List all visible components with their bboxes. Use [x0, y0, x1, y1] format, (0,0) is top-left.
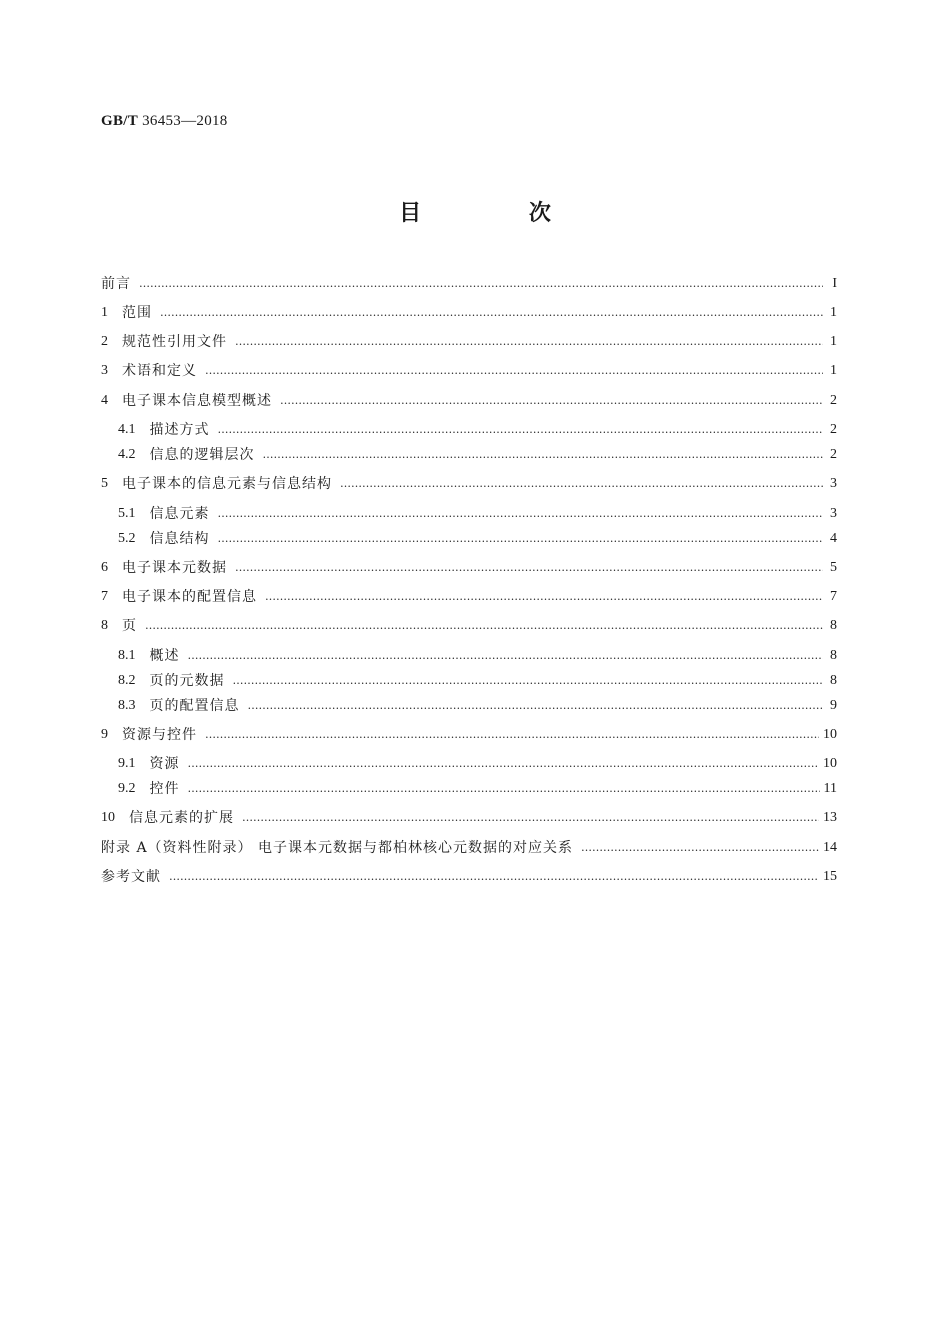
toc-entry-title: 信息的逻辑层次: [149, 447, 255, 463]
toc-entry-title: 描述方式: [149, 422, 210, 438]
standard-code: [101, 113, 228, 130]
toc-entry-5-1[interactable]: [118, 504, 837, 524]
toc-entry-number: 8: [101, 618, 108, 633]
toc-entry-title: 信息元素: [149, 506, 210, 522]
toc-leader: [218, 529, 824, 549]
toc-entry-page: 7: [830, 589, 837, 604]
toc-entry-page: 2: [830, 447, 837, 462]
toc-entry-number: 9: [101, 727, 108, 742]
toc-entry-number: 6: [101, 560, 108, 575]
toc-leader: [233, 671, 824, 691]
toc-leader: [235, 558, 823, 578]
toc-entry-page: 1: [830, 363, 837, 378]
toc-leader: [188, 754, 820, 774]
toc-entry-1[interactable]: [101, 303, 837, 323]
toc-entry-title: 范围: [122, 305, 152, 321]
toc-entry-number: 10: [101, 810, 115, 825]
toc-entry-appendix-a[interactable]: [101, 838, 837, 858]
toc-entry-page: 14: [823, 840, 837, 855]
toc-entry-7[interactable]: [101, 587, 837, 607]
toc-entry-number: 8.3: [118, 698, 136, 713]
toc-leader: [581, 838, 819, 858]
toc-entry-page: 2: [830, 422, 837, 437]
standard-prefix: GB/T: [101, 113, 139, 129]
toc-entry-title: 规范性引用文件: [122, 334, 227, 350]
toc-leader: [235, 332, 823, 352]
toc-entry-title: 电子课本信息模型概述: [122, 393, 272, 409]
toc-entry-page: 1: [830, 305, 837, 320]
toc-entry-number: 9.1: [118, 756, 136, 771]
toc-entry-page: 8: [830, 673, 837, 688]
toc-entry-10[interactable]: [101, 808, 837, 828]
toc-entry-8[interactable]: [101, 616, 837, 636]
toc-entry-number: 8.1: [118, 648, 136, 663]
toc-entry-title: 术语和定义: [122, 363, 197, 379]
toc-entry-page: 8: [830, 618, 837, 633]
toc-entry-number: 9.2: [118, 781, 136, 796]
toc-entry-title: 控件: [149, 781, 180, 797]
toc-leader: [248, 696, 824, 716]
toc-entry-title: 信息元素的扩展: [129, 810, 234, 826]
toc-entry-page: 3: [830, 476, 837, 491]
toc-leader: [218, 504, 824, 524]
toc-entry-page: 3: [830, 506, 837, 521]
toc-entry-title: 信息结构: [149, 531, 210, 547]
toc-entry-3[interactable]: [101, 361, 837, 381]
toc-entry-4-1[interactable]: [118, 420, 837, 440]
toc-entry-page: 15: [823, 869, 837, 884]
toc-entry-title: 电子课本元数据: [122, 560, 227, 576]
toc-entry-4[interactable]: [101, 391, 837, 411]
toc-entry-8-3[interactable]: [118, 696, 837, 716]
toc-entry-title: 电子课本的信息元素与信息结构: [122, 476, 332, 492]
toc-leader: [139, 274, 823, 294]
toc-entry-number: 3: [101, 363, 108, 378]
toc-entry-8-2[interactable]: [118, 671, 837, 691]
toc-entry-number: 4.1: [118, 422, 136, 437]
toc-entry-6[interactable]: [101, 558, 837, 578]
toc-entry-page: 2: [830, 393, 837, 408]
toc-entry-9[interactable]: [101, 725, 837, 745]
toc-entry-title: 资源与控件: [122, 727, 197, 743]
toc-entry-page: 11: [823, 781, 837, 796]
toc-entry-page: 8: [830, 648, 837, 663]
toc-entry-5[interactable]: [101, 474, 837, 494]
toc-entry-number: 4.2: [118, 447, 136, 462]
toc-entry-references[interactable]: [101, 867, 837, 887]
toc-leader: [280, 391, 823, 411]
toc-leader: [188, 779, 820, 799]
toc-leader: [340, 474, 823, 494]
toc-entry-number: 1: [101, 305, 108, 320]
toc-entry-4-2[interactable]: [118, 445, 837, 465]
toc-entry-title: 前言: [101, 276, 131, 292]
toc-entry-number: 5: [101, 476, 108, 491]
toc-entry-page: 10: [823, 727, 837, 742]
toc-entry-title: 概述: [149, 648, 180, 664]
toc-entry-title: 页的配置信息: [149, 698, 240, 714]
toc-entry-title: 电子课本的配置信息: [122, 589, 257, 605]
toc-entry-page: I: [832, 276, 837, 291]
toc-entry-number: 8.2: [118, 673, 136, 688]
toc-leader: [218, 420, 824, 440]
toc-entry-title: 页: [122, 618, 137, 634]
toc-entry-number: 5.1: [118, 506, 136, 521]
toc-entry-8-1[interactable]: [118, 646, 837, 666]
toc-leader: [265, 587, 823, 607]
toc-entry-9-2[interactable]: [118, 779, 837, 799]
toc-entry-2[interactable]: [101, 332, 837, 352]
toc-leader: [160, 303, 823, 323]
standard-number: 36453—2018: [142, 113, 228, 129]
toc-leader: [169, 867, 819, 887]
toc-entry-number: 7: [101, 589, 108, 604]
toc-title: 目 次: [399, 201, 601, 226]
toc-leader: [205, 361, 823, 381]
toc-entry-page: 9: [830, 698, 837, 713]
toc-entry-number: 5.2: [118, 531, 136, 546]
toc-leader: [205, 725, 819, 745]
toc-entry-page: 4: [830, 531, 837, 546]
toc-entry-number: 4: [101, 393, 108, 408]
toc-entry-page: 1: [830, 334, 837, 349]
toc-entry-foreword[interactable]: [101, 274, 837, 294]
toc-leader: [263, 445, 824, 465]
toc-entry-page: 5: [830, 560, 837, 575]
toc-entry-title: 页的元数据: [149, 673, 225, 689]
toc-entry-title: 资源: [149, 756, 180, 772]
toc-entry-title: 附录 A（资料性附录） 电子课本元数据与都柏林核心元数据的对应关系: [101, 840, 574, 856]
toc-entry-number: 2: [101, 334, 108, 349]
toc-entry-title: 参考文献: [101, 869, 161, 885]
toc-leader: [145, 616, 823, 636]
toc-entry-5-2[interactable]: [118, 529, 837, 549]
toc-entry-page: 10: [823, 756, 837, 771]
toc-leader: [242, 808, 819, 828]
toc-leader: [188, 646, 824, 666]
toc-entry-9-1[interactable]: [118, 754, 837, 774]
toc-entry-page: 13: [823, 810, 837, 825]
